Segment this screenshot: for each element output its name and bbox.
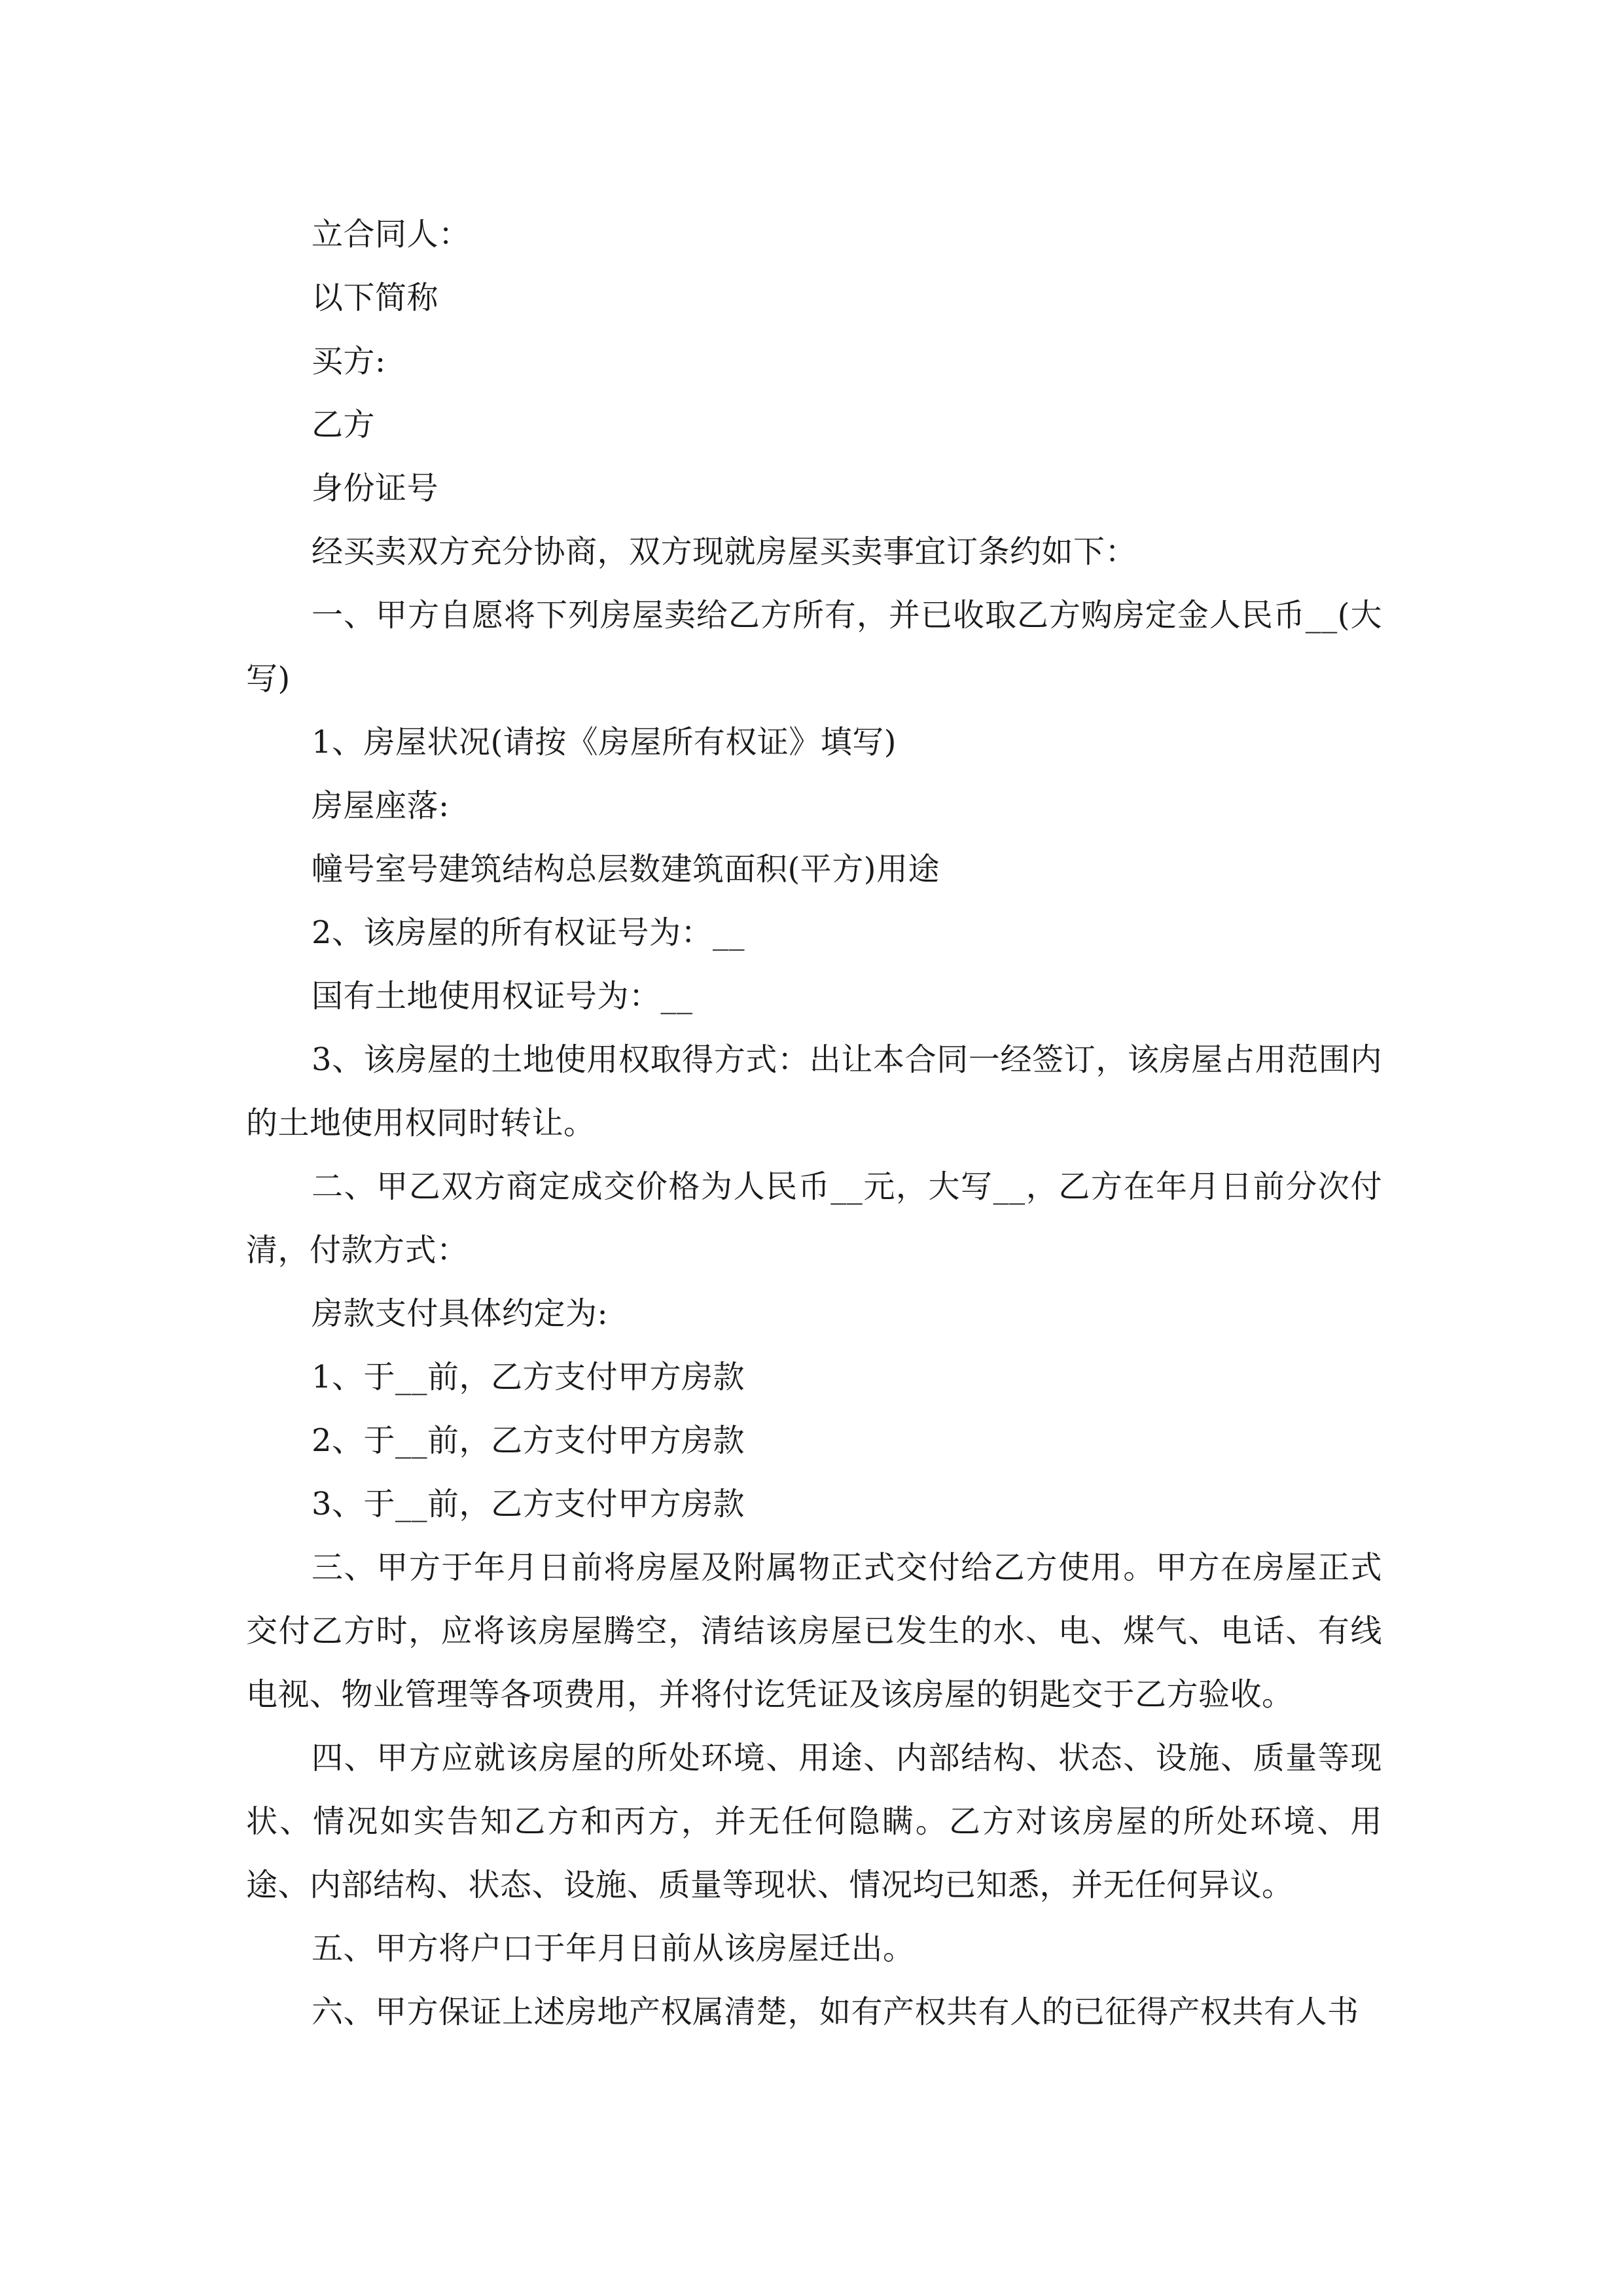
paragraph-preamble: 经买卖双方充分协商，双方现就房屋买卖事宜订条约如下： [312, 533, 1137, 570]
paragraph-payment-1: 1、于__前，乙方支付甲方房款 [312, 1359, 745, 1395]
paragraph-clause-1: 一、甲方自愿将下列房屋卖给乙方所有，并已收取乙方购房定金人民币__(大写) [246, 597, 1382, 697]
paragraph-clause-4: 四、甲方应就该房屋的所处环境、用途、内部结构、状态、设施、质量等现状、情况如实告知乙方和丙方，并无任何隐瞒。乙方对该房屋的所处环境、用途、内部结构、状态、设施、质量等现状、情况均已知悉，并无任何异议。 [246, 1740, 1382, 1903]
paragraph-land-use: 3、该房屋的土地使用权取得方式：出让本合同一经签订，该房屋占用范围内的土地使用权同时转让。 [246, 1041, 1382, 1141]
paragraph-payment-terms: 房款支付具体约定为: [312, 1295, 609, 1332]
paragraph-payment-3: 3、于__前，乙方支付甲方房款 [312, 1486, 745, 1522]
paragraph-clause-6: 六、甲方保证上述房地产权属清楚，如有产权共有人的已征得产权共有人书 [312, 1994, 1359, 2030]
paragraph-house-details: 幢号室号建筑结构总层数建筑面积(平方)用途 [312, 851, 940, 888]
paragraph-clause-5: 五、甲方将户口于年月日前从该房屋迁出。 [312, 1930, 915, 1967]
paragraph-house-location: 房屋座落: [312, 787, 450, 824]
paragraph-ownership-cert: 2、该房屋的所有权证号为：__ [312, 914, 745, 951]
paragraph-house-status: 1、房屋状况(请按《房屋所有权证》填写) [312, 724, 897, 761]
paragraph-land-cert: 国有土地使用权证号为：__ [312, 978, 693, 1014]
paragraph-clause-3: 三、甲方于年月日前将房屋及附属物正式交付给乙方使用。甲方在房屋正式交付乙方时，应将该房屋腾空，清结该房屋已发生的水、电、煤气、电话、有线电视、物业管理等各项费用，并将付讫凭证及该房屋的钥匙交于乙方验收。 [246, 1549, 1382, 1713]
paragraph-id-number: 身份证号 [312, 470, 439, 507]
paragraph-buyer: 买方: [312, 343, 386, 380]
paragraph-clause-2: 二、甲乙双方商定成交价格为人民币__元，大写__，乙方在年月日前分次付清，付款方式： [246, 1168, 1382, 1268]
paragraph-parties: 立合同人： [312, 216, 471, 253]
paragraph-payment-2: 2、于__前，乙方支付甲方房款 [312, 1422, 745, 1459]
paragraph-party-b: 乙方 [312, 406, 376, 443]
document-body [246, 203, 1382, 2044]
paragraph-short-name: 以下简称 [312, 279, 439, 316]
